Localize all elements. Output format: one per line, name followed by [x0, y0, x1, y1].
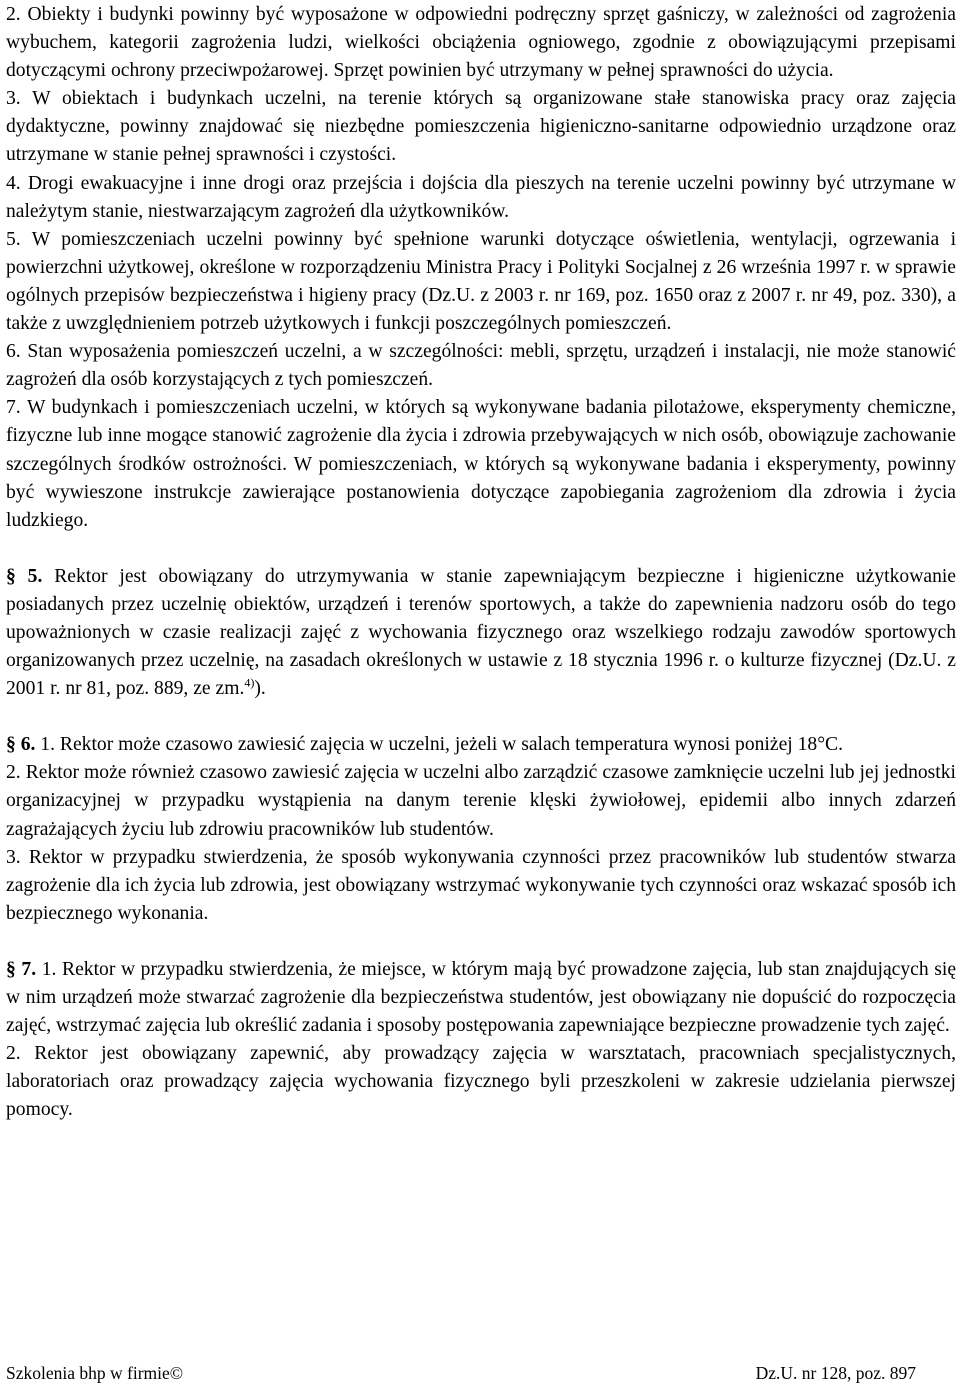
item-number: 2. — [6, 4, 21, 25]
section-text-tail: ). — [254, 678, 266, 700]
paragraph-4-5 — [6, 226, 956, 338]
section-label: § 7. — [6, 958, 37, 980]
paragraph-6-1 — [6, 731, 956, 759]
paragraph-7-1 — [6, 956, 956, 1040]
footnote-ref: 4) — [244, 675, 255, 690]
section-gap — [6, 535, 956, 563]
item-number: 1. — [40, 734, 55, 756]
section-gap — [6, 703, 956, 731]
item-text: Obiekty i budynki powinny być wyposażone w odpowiedni podręczny sprzęt gaśniczy, w zależności od zagrożenia wybuchem, kategorii zagrożenia ludzi, wielkości obciążenia ogniowego, zgodnie z obowiązującymi przepisami dotyczącymi ochrony przeciwpożarowej. Sprzęt powinien być utrzymany w pełnej sprawności do użycia. — [6, 4, 956, 82]
section-label: § 6. — [6, 734, 36, 756]
paragraph-4-2 — [6, 1, 956, 85]
item-number: 1. — [41, 958, 57, 980]
item-text: Drogi ewakuacyjne i inne drogi oraz przejścia i dojścia dla pieszych na terenie uczelni powinny być utrzymane w należytym stanie, niestwarzającym zagrożeń dla użytkowników. — [6, 172, 956, 222]
item-number: 7. — [6, 397, 21, 419]
item-number: 3. — [6, 846, 21, 868]
section-text: Rektor jest obowiązany do utrzymywania w stanie zapewniającym bezpieczne i higieniczne użytkowanie posiadanych przez uczelnię obiektów, urządzeń i terenów sportowych, a także do zapewnienia nadzoru osób do tego upoważnionych w czasie realizacji zajęć z wychowania fizycznego oraz wszelkiego rodzaju zawodów sportowych organizowanych przez uczelnię, na zasadach określonych w ustawie z 18 stycznia 1996 r. o kulturze fizycznej (Dz.U. z 2001 r. nr 81, poz. 889, ze zm. — [6, 565, 956, 700]
item-number: 4. — [6, 172, 21, 194]
paragraph-4-4 — [6, 170, 956, 226]
paragraph-4-3 — [6, 85, 956, 169]
item-text: Stan wyposażenia pomieszczeń uczelni, a w szczególności: mebli, sprzętu, urządzeń i instalacji, nie może stanowić zagrożeń dla osób korzystających z tych pomieszczeń. — [6, 341, 956, 391]
document-page — [6, 0, 956, 1124]
footer-left: Szkolenia bhp w firmie© — [6, 1363, 184, 1383]
item-number: 2. — [6, 762, 21, 784]
paragraph-7-2 — [6, 1040, 956, 1124]
footer-right: Dz.U. nr 128, poz. 897 — [755, 1363, 916, 1383]
paragraph-5 — [6, 563, 956, 703]
item-text: W pomieszczeniach uczelni powinny być spełnione warunki dotyczące oświetlenia, wentylacji, ogrzewania i powierzchni użytkowej, określone w rozporządzeniu Ministra Pracy i Polityki Socjalnej z 26 września 1997 r. w sprawie ogólnych przepisów bezpieczeństwa i higieny pracy (Dz.U. z 2003 r. nr 169, poz. 1650 oraz z 2007 r. nr 49, poz. 330), a także z uwzględnieniem potrzeb użytkowych i funkcji poszczególnych pomieszczeń. — [6, 228, 957, 335]
item-number: 5. — [6, 228, 21, 250]
section-gap — [6, 928, 956, 956]
item-text: Rektor może również czasowo zawiesić zajęcia w uczelni albo zarządzić czasowe zamknięcie uczelni lub jej jednostki organizacyjnej w przypadku wystąpienia na danym terenie klęski żywiołowej, epidemii albo innych zdarzeń zagrażających życiu lub zdrowiu pracowników lub studentów. — [6, 762, 956, 840]
item-text: W obiektach i budynkach uczelni, na terenie których są organizowane stałe stanowiska pracy oraz zajęcia dydaktyczne, powinny znajdować się niezbędne pomieszczenia higieniczno-sanitarne odpowiednio urządzone oraz utrzymane w stanie pełnej sprawności i czystości. — [6, 88, 956, 166]
paragraph-4-7 — [6, 394, 956, 534]
item-text: Rektor w przypadku stwierdzenia, że sposób wykonywania czynności przez pracowników lub studentów stwarza zagrożenie dla ich życia lub zdrowia, jest obowiązany wstrzymać wykonywanie tych czynności oraz wskazać sposób ich bezpiecznego wykonania. — [6, 846, 956, 924]
section-label: § 5. — [6, 565, 43, 587]
paragraph-6-3 — [6, 844, 956, 928]
item-text: Rektor jest obowiązany zapewnić, aby prowadzący zajęcia w warsztatach, pracowniach specjalistycznych, laboratoriach oraz prowadzący zajęcia wychowania fizycznego byli przeszkoleni w zakresie udzielania pierwszej pomocy. — [6, 1043, 956, 1121]
item-text: W budynkach i pomieszczeniach uczelni, w których są wykonywane badania pilotażowe, eksperymenty chemiczne, fizyczne lub inne mogące stanowić zagrożenie dla życia i zdrowia przebywających w nich osób, obowiązuje zachowanie szczególnych środków ostrożności. W pomieszczeniach, w których są wykonywane badania i eksperymenty, powinny być wywieszone instrukcje zawierające postanowienia dotyczące zapobiegania zagrożeniom dla zdrowia i życia ludzkiego. — [6, 397, 956, 531]
item-number: 3. — [6, 88, 21, 110]
paragraph-4-6 — [6, 338, 956, 394]
item-number: 2. — [6, 1043, 21, 1065]
item-number: 6. — [6, 341, 21, 363]
item-text: Rektor może czasowo zawiesić zajęcia w uczelni, jeżeli w salach temperatura wynosi poniżej 18°C. — [59, 734, 844, 756]
paragraph-6-2 — [6, 759, 956, 843]
item-text: Rektor w przypadku stwierdzenia, że miejsce, w którym mają być prowadzone zajęcia, lub stan znajdujących się w nim urządzeń może stwarzać zagrożenie dla bezpieczeństwa studentów, jest obowiązany nie dopuścić do rozpoczęcia zajęć, wstrzymać zajęcia lub określić zadania i sposoby postępowania zapewniające bezpieczne prowadzenie tych zajęć. — [6, 958, 957, 1037]
